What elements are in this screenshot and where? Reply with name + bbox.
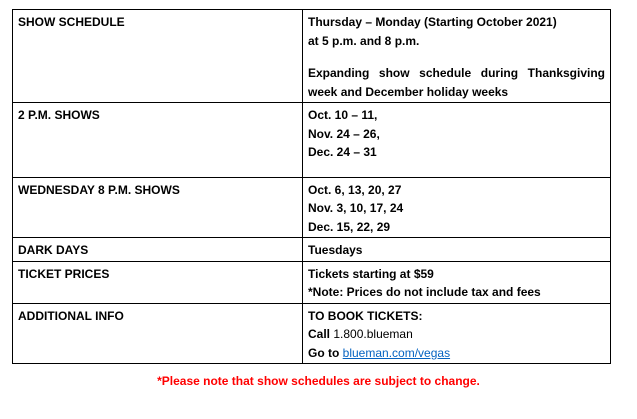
row-label-show-schedule: SHOW SCHEDULE — [13, 10, 303, 103]
row-label-ticket-prices: TICKET PRICES — [13, 261, 303, 303]
show-schedule-table — [12, 9, 611, 364]
goto-label: Go to — [308, 345, 340, 360]
table-row — [13, 177, 611, 238]
row-label-wednesday-shows: WEDNESDAY 8 P.M. SHOWS — [13, 177, 303, 238]
call-label: Call — [308, 327, 331, 341]
row-value-additional-info: TO BOOK TICKETS: Call 1.800.blueman Go to blueman.com/vegas — [303, 303, 611, 364]
row-value-wednesday-shows: Oct. 6, 13, 20, 27 Nov. 3, 10, 17, 24 Dec. 15, 22, 29 — [303, 177, 611, 238]
row-label-2pm-shows: 2 P.M. SHOWS — [13, 103, 303, 178]
blueman-vegas-link[interactable]: blueman.com/vegas — [342, 345, 451, 360]
row-value-2pm-shows: Oct. 10 – 11, Nov. 24 – 26, Dec. 24 – 31 — [303, 103, 611, 178]
table-row — [13, 261, 611, 303]
table-row — [13, 103, 611, 178]
row-value-show-schedule: Thursday – Monday (Starting October 2021) at 5 p.m. and 8 p.m. Expanding show schedule during Thanksgiving week and December holiday weeks — [303, 10, 611, 103]
table-row — [13, 238, 611, 262]
table-row — [13, 10, 611, 103]
schedule-change-notice: *Please note that show schedules are subject to change. — [157, 374, 480, 388]
phone-number: 1.800.blueman — [333, 327, 413, 341]
row-value-dark-days: Tuesdays — [303, 238, 611, 262]
row-value-ticket-prices: Tickets starting at $59 *Note: Prices do not include tax and fees — [303, 261, 611, 303]
row-label-additional-info: ADDITIONAL INFO — [13, 303, 303, 364]
table-row — [13, 303, 611, 364]
row-label-dark-days: DARK DAYS — [13, 238, 303, 262]
